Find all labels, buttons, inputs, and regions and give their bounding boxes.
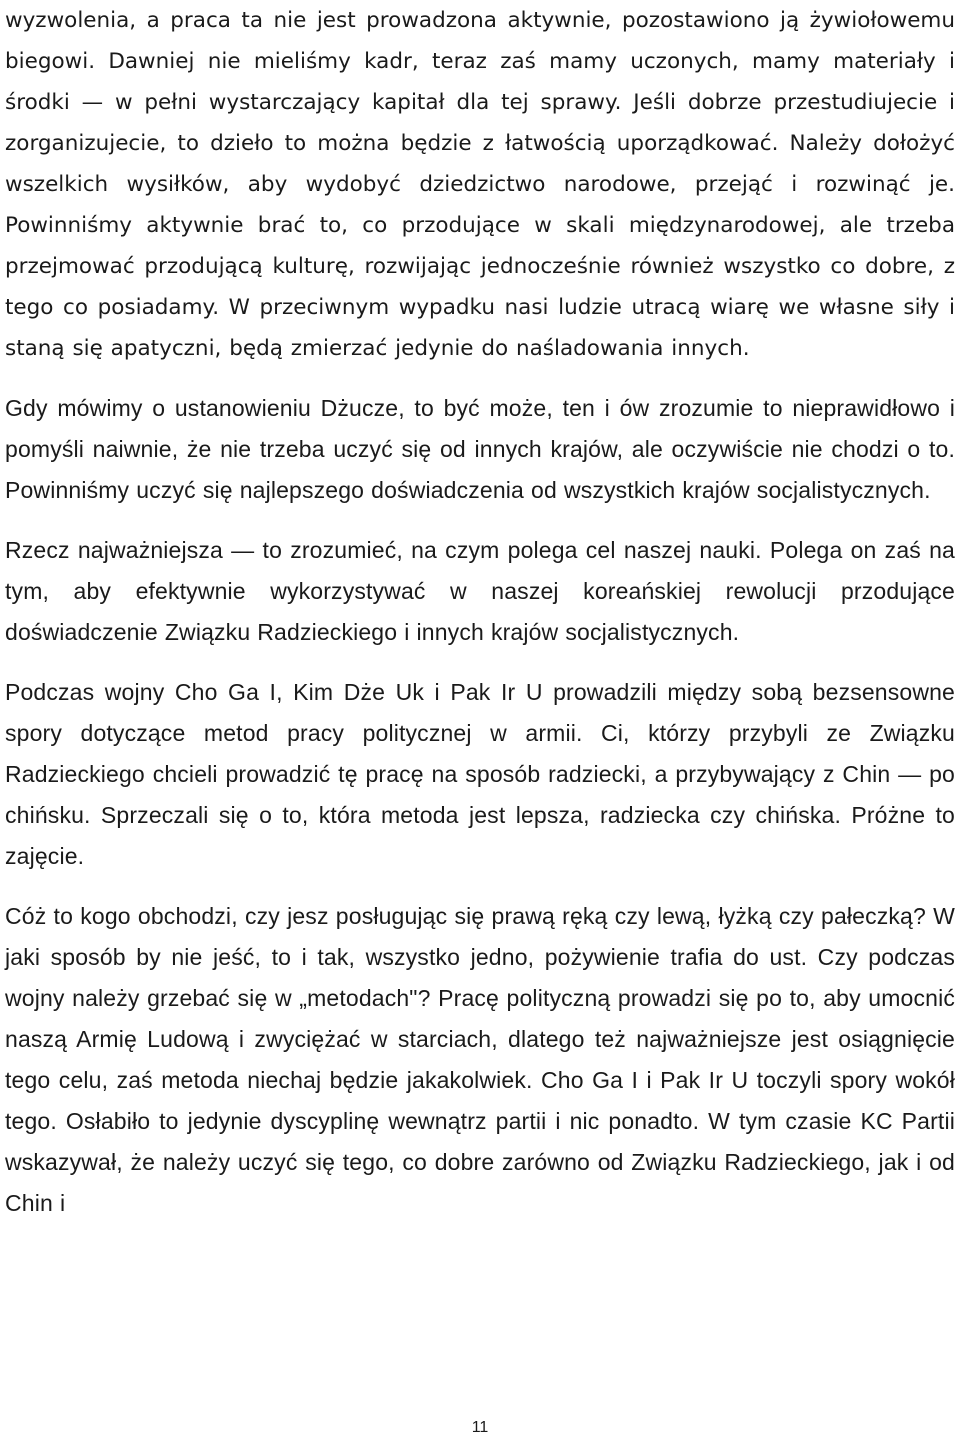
paragraph-3: Rzecz najważniejsza — to zrozumieć, na czym polega cel naszej nauki. Polega on zaś na tym, aby efektywnie wykorzystywać w naszej koreańskiej rewolucji przodujące doświadczenie Związku Radzieckiego i innych krajów socjalistycznych.: [5, 537, 955, 645]
paragraph-1: wyzwolenia, a praca ta nie jest prowadzona aktywnie, pozostawiono ją żywiołowemu biegowi. Dawniej nie mieliśmy kadr, teraz zaś mamy uczonych, mamy materiały i środki — w pełni wystarczający kapitał dla tej sprawy. Jeśli dobrze przestudiujecie i zorganizujecie, to dzieło to można będzie z łatwością uporządkować. Należy dołożyć wszelkich wysiłków, aby wydobyć dziedzictwo narodowe, przejąć i rozwinąć je. Powinniśmy aktywnie brać to, co przodujące w skali międzynarodowej, ale trzeba przejmować przodującą kulturę, rozwijając jednocześnie również wszystko co dobre, z tego co posiadamy. W przeciwnym wypadku nasi ludzie utracą wiarę we własne siły i staną się apatyczni, będą zmierzać jedynie do naśladowania innych.: [5, 8, 955, 361]
document-page: [5, 0, 955, 1224]
paragraph-4: Podczas wojny Cho Ga I, Kim Dże Uk i Pak Ir U prowadzili między sobą bezsensowne spory dotyczące metod pracy politycznej w armii. Ci, którzy przybyli ze Związku Radzieckiego chcieli prowadzić tę pracę na sposób radziecki, a przybywający z Chin — po chińsku. Sprzeczali się o to, która metoda jest lepsza, radziecka czy chińska. Próżne to zajęcie.: [5, 679, 955, 869]
page-number: 11: [471, 1419, 489, 1436]
paragraph-2: Gdy mówimy o ustanowieniu Dżucze, to być może, ten i ów zrozumie to nieprawidłowo i pomyśli naiwnie, że nie trzeba uczyć się od innych krajów, ale oczywiście nie chodzi o to. Powinniśmy uczyć się najlepszego doświadczenia od wszystkich krajów socjalistycznych.: [5, 395, 955, 503]
paragraph-5: Cóż to kogo obchodzi, czy jesz posługując się prawą ręką czy lewą, łyżką czy pałeczką? W jaki sposób by nie jeść, to i tak, wszystko jedno, pożywienie trafia do ust. Czy podczas wojny należy grzebać się w „metodach"? Pracę polityczną prowadzi się po to, aby umocnić naszą Armię Ludową i zwyciężać w starciach, dlatego też najważniejsze jest osiągnięcie tego celu, zaś metoda niechaj będzie jakakolwiek. Cho Ga I i Pak Ir U toczyli spory wokół tego. Osłabiło to jedynie dyscyplinę wewnątrz partii i nic ponadto. W tym czasie KC Partii wskazywał, że należy uczyć się tego, co dobre zarówno od Związku Radzieckiego, jak i od Chin i: [5, 903, 955, 1216]
